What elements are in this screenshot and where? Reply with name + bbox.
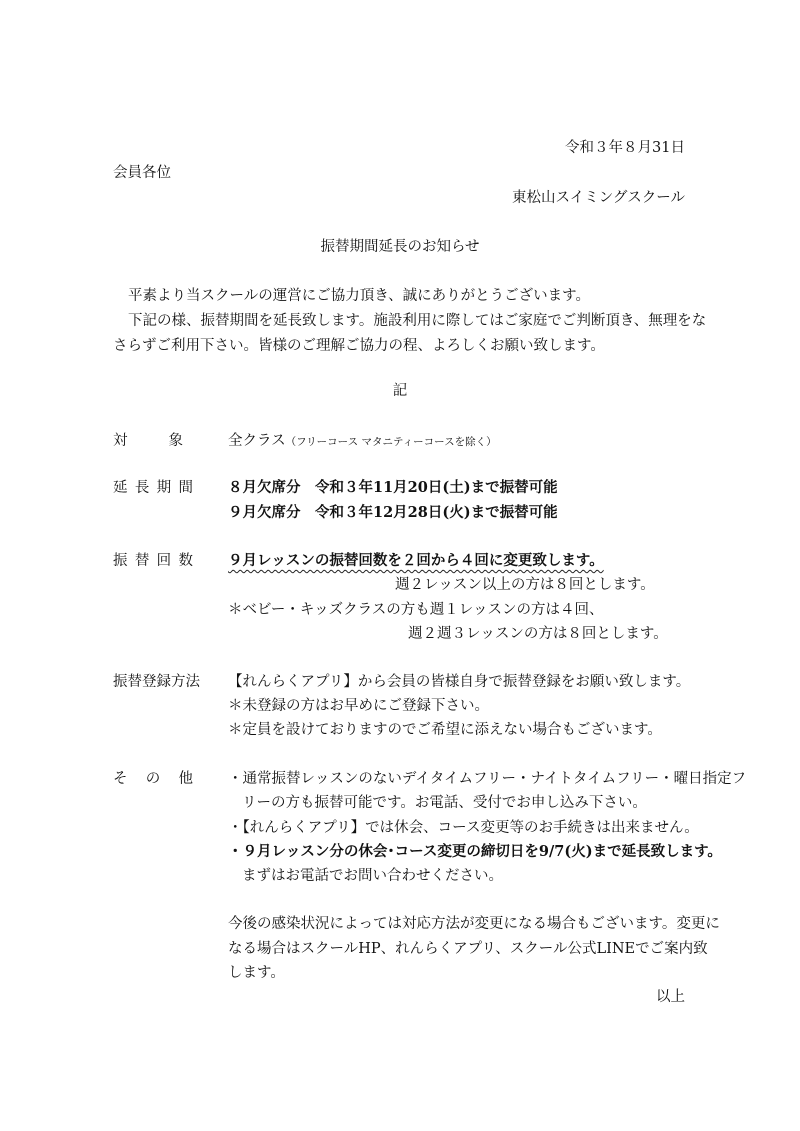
document-title [0,235,800,256]
intro-line-3: さらずご利用下さい。皆様のご理解ご協力の程、よろしくお願い致します。 [113,338,605,354]
target-note: （フリーコース マタニティーコースを除く） [285,436,497,448]
registration-label: 振替登録方法 [113,674,200,690]
end-mark: 以上 [656,989,685,1005]
other-line-5: まずはお電話でお問い合わせください。 [242,868,503,884]
registration-line-3: ＊定員を設けておりますのでご希望に添えない場合もございます。 [228,722,662,738]
count-line-3: ＊ベビー・キッズクラスの方も週１レッスンの方は４回、 [228,602,604,618]
other-line-3: ・【れんらくアプリ】では休会、コース変更等のお手続きは出来ません。 [228,820,699,836]
count-line-4: 週２週３レッスンの方は８回とします。 [408,626,668,642]
period-label-char: 期 [156,480,172,496]
other-label-char: 他 [178,771,193,787]
ki-heading [0,379,800,400]
period-line-1: ８月欠席分 令和３年11月20日(土)まで振替可能 [228,479,558,496]
count-label [113,549,193,570]
closing-line-3: します。 [228,965,285,981]
target-label [113,429,183,450]
intro-line-1: 平素より当スクールの運営にご協力頂き、誠にありがとうございます。 [128,288,590,304]
registration-line-2: ＊未登録の方はお早めにご登録下さい。 [228,698,489,714]
period-line-2: ９月欠席分 令和３年12月28日(火)まで振替可能 [228,504,558,521]
document-title-text: 振替期間延長のお知らせ [320,239,480,255]
count-label-char: 振 [113,553,128,569]
target-value: 全クラス [228,433,286,449]
closing-line-1: 今後の感染状況によっては対応方法が変更になる場合もございます。変更に [228,916,720,932]
count-label-char: 数 [178,553,193,569]
sender: 東松山スイミングスクール [512,190,685,206]
other-label-char: の [145,771,161,787]
target-value-row [228,429,497,450]
count-label-char: 替 [134,553,150,569]
other-line-4: ・９月レッスン分の休会･コース変更の締切日を9/7(火)まで延長致します。 [228,843,722,860]
period-label-char: 間 [178,480,193,496]
document-date: 令和３年８月31日 [565,140,685,156]
other-line-1: ・通常振替レッスンのないデイタイムフリー・ナイトタイムフリー・曜日指定フ [228,771,747,787]
period-label-char: 延 [113,480,128,496]
registration-line-1: 【れんらくアプリ】から会員の皆様自身で振替登録をお願い致します。 [228,674,691,690]
other-label-char: そ [113,771,128,787]
target-label-char: 象 [168,433,183,449]
count-main: ９月レッスンの振替回数を２回から４回に変更致します。 [228,552,604,569]
closing-line-2: なる場合はスクールHP、れんらくアプリ、スクール公式LINEでご案内致 [228,941,708,957]
recipient: 会員各位 [113,165,171,181]
ki-text: 記 [392,383,408,399]
count-label-char: 回 [156,553,172,569]
intro-line-2: 下記の様、振替期間を延長致します。施設利用に際してはご家庭でご判断頂き、無理をな [128,313,707,329]
other-label [113,767,193,788]
other-line-2: リーの方も振替可能です。お電話、受付でお申し込み下さい。 [242,795,647,811]
count-line-2: 週２レッスン以上の方は８回とします。 [395,577,655,593]
period-label [113,476,193,497]
target-label-char: 対 [113,433,128,449]
period-label-char: 長 [134,480,150,496]
